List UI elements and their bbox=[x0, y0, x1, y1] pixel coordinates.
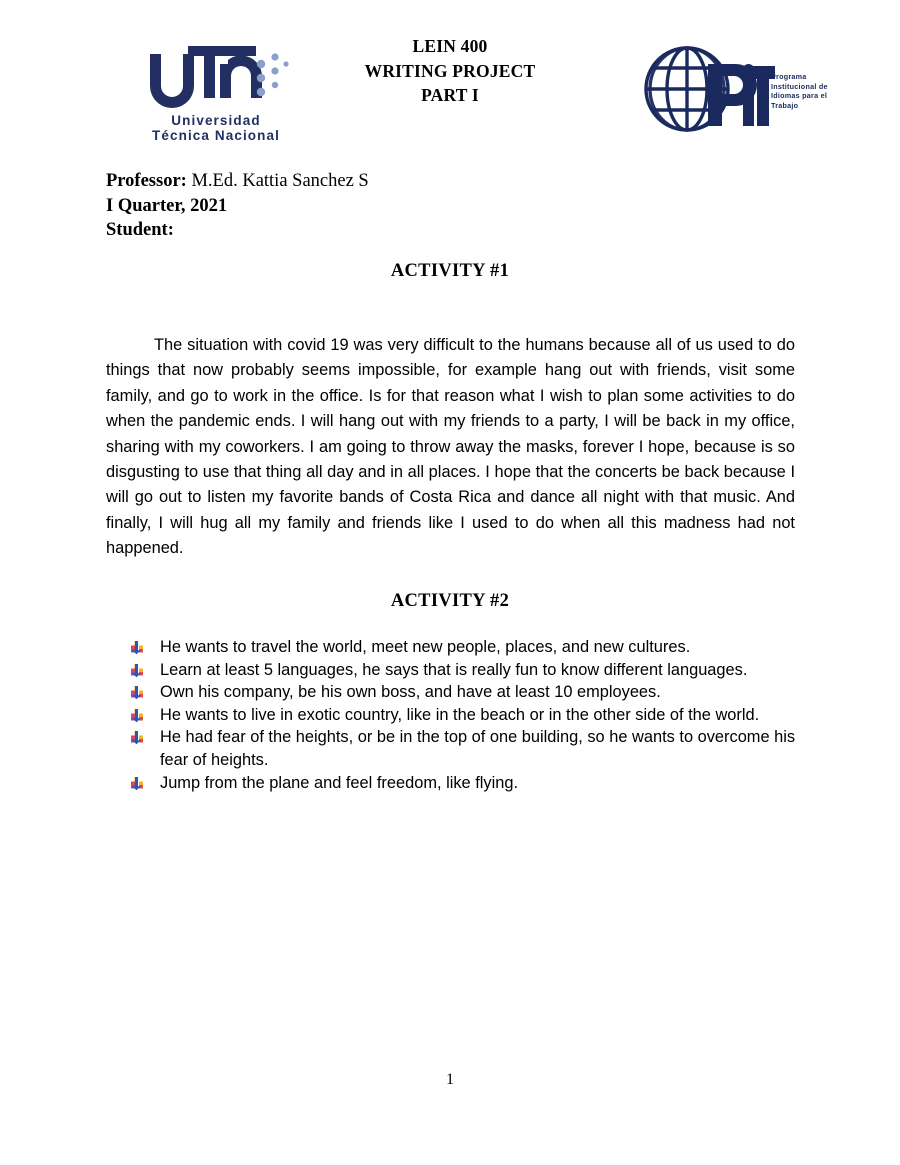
down-arrow-bullet-icon bbox=[130, 640, 145, 655]
list-item-text: Own his company, be his own boss, and have at least 10 employees. bbox=[160, 683, 661, 702]
professor-row bbox=[106, 169, 369, 194]
utn-wordmark-line2: Técnica Nacional bbox=[152, 128, 280, 143]
down-arrow-bullet-icon bbox=[130, 730, 145, 745]
down-arrow-bullet-icon bbox=[130, 708, 145, 723]
list-item-text: He wants to live in exotic country, like in the beach or in the other side of the world. bbox=[160, 705, 760, 724]
list-item bbox=[130, 659, 798, 682]
activity-2-list bbox=[130, 636, 798, 794]
down-arrow-bullet-icon bbox=[130, 663, 145, 678]
title-line-3: PART I bbox=[421, 85, 479, 105]
quarter-row: I Quarter, 2021 bbox=[106, 195, 228, 216]
list-item bbox=[130, 772, 798, 795]
down-arrow-bullet-icon bbox=[130, 776, 145, 791]
utn-logo-mark bbox=[142, 40, 290, 112]
activity-2-heading: ACTIVITY #2 bbox=[390, 591, 510, 611]
utn-logo bbox=[142, 40, 290, 143]
page-number: 1 bbox=[446, 1071, 454, 1088]
pit-tagline-line4: Trabajo bbox=[771, 100, 799, 110]
pit-logo bbox=[640, 44, 840, 139]
title-line-1: LEIN 400 bbox=[412, 36, 488, 56]
course-meta-block bbox=[106, 169, 369, 243]
utn-logo-wordmark bbox=[142, 113, 290, 143]
list-item bbox=[130, 704, 798, 727]
activity-1-heading: ACTIVITY #1 bbox=[390, 261, 510, 281]
list-item bbox=[130, 726, 798, 771]
list-item bbox=[130, 636, 798, 659]
pit-logo-tagline bbox=[771, 72, 843, 110]
list-item-text: He wants to travel the world, meet new people, places, and new cultures. bbox=[160, 638, 691, 656]
list-item-text: He had fear of the heights, or be in the top of one building, so he wants to overcome his fear of heights. bbox=[160, 728, 796, 769]
professor-label: Professor: bbox=[106, 171, 187, 191]
activity-1-paragraph: The situation with covid 19 was very difficult to the humans because all of us used to do things that now probably seems impossible, for example hang out with friends, visit some family, and go to work in the office. Is for that reason what I wish to plan some activities to do when the pandemic ends. I will hang out with my friends to a party, I will be back in my office, sharing with my coworkers. I am going to throw away the masks, forever I hope, because is so disgusting to use that thing all day and in all places. I hope that the concerts be back because I will go out to listen my favorite bands of Costa Rica and dance all night with that music. And finally, I will hug all my family and friends like I used to do when all this madness had not happened. bbox=[106, 336, 795, 558]
page-title bbox=[300, 34, 600, 108]
professor-name: M.Ed. Kattia Sanchez S bbox=[191, 171, 369, 191]
student-label: Student: bbox=[106, 220, 174, 240]
pit-logo-mark bbox=[640, 44, 775, 134]
list-item-text: Jump from the plane and feel freedom, like flying. bbox=[160, 773, 519, 792]
document-header bbox=[0, 34, 900, 154]
title-line-2: WRITING PROJECT bbox=[364, 60, 536, 81]
list-item bbox=[130, 681, 798, 704]
pit-tagline-line3: Idiomas para el bbox=[771, 91, 828, 101]
list-item-text: Learn at least 5 languages, he says that is really fun to know different languages. bbox=[160, 660, 748, 679]
pit-tagline-line2: Institucional de bbox=[771, 81, 828, 91]
utn-wordmark-line1: Universidad bbox=[171, 113, 261, 128]
down-arrow-bullet-icon bbox=[130, 685, 145, 700]
pit-tagline-line1: Programa bbox=[771, 72, 807, 81]
